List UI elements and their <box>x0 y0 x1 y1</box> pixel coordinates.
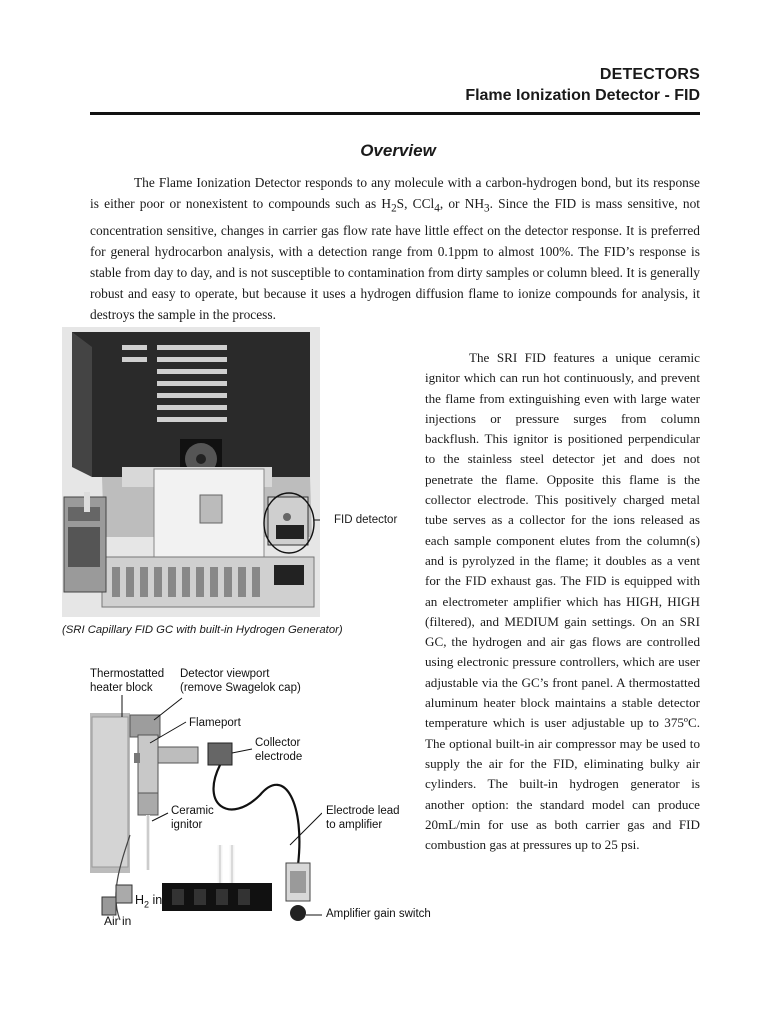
label-electrode-lead: Electrode lead to amplifier <box>326 805 400 831</box>
label-collector-electrode: Collector electrode <box>255 737 303 763</box>
overview-heading: Overview <box>360 141 436 160</box>
header-rule <box>90 112 700 115</box>
gc-instrument-photo <box>62 327 320 617</box>
label-flameport: Flameport <box>189 717 241 729</box>
label-thermostatted-heater-block: Thermostatted heater block <box>90 668 165 694</box>
label-ceramic-ignitor: Ceramic ignitor <box>171 805 214 831</box>
label-h2-in: $H_2$ in <box>135 893 163 910</box>
section-title: DETECTORS <box>599 66 700 83</box>
fid-detector-callout: FID detector <box>334 514 398 526</box>
label-air-in: Air in <box>104 914 132 928</box>
fid-description-paragraph: The SRI FID features a unique ceramic ignitor which can run hot continuously, and prevent the flame from extinguishing even with large water injections or pressure surges from column backflush. This ignitor is positioned perpendicular to the stainless steel detector jet and does not penetrate the flame. Opposite this flame is the collector electrode. This positively charged metal tube serves as a collector for the ions released as each sample component elutes from the column(s) and is pyrolyzed in the flame; it doubles as a vent for the FID exhaust gas. The FID is equipped with an electrometer amplifier which has HIGH, HIGH (filtered), and MEDIUM gain settings. On an SRI GC, the hydrogen and air gas flows are controlled using electronic pressure controllers, which are user adjustable via the GC’s front panel. A thermostatted aluminum heater block maintains a stable detector temperature which is user adjustable up to 375ºC. The optional built-in air compressor may be used to supply the air for the FID, eliminating bulky air cylinders. The built-in hydrogen generator is another option: the standard model can produce 20mL/min for use as both carrier gas and FID combustion gas at pressures up to 25 psi. <box>425 350 700 853</box>
intro-paragraph: The Flame Ionization Detector responds to any molecule with a carbon-hydrogen bond, but its response is either poor or nonexistent to compounds such as $H_2S$, CCl$_4$, or $NH_3$. Since the FID is mass sensitive, not concentration sensitive, changes in carrier gas flow rate have little effect on the detector response. It is preferred for general hydrocarbon analysis, with a detection range from 0.1ppm to almost 100%. The FID’s response is stable from day to day, and is not susceptible to contamination from dirty samples or column bleed. It is generally robust and easy to operate, but because it uses a hydrogen diffusion flame to ionize compounds for analysis, it destroys the sample in the process. <box>90 175 701 322</box>
label-amplifier-gain-switch: Amplifier gain switch <box>326 908 431 920</box>
page-subtitle: Flame Ionization Detector - FID <box>465 87 700 104</box>
label-detector-viewport: Detector viewport (remove Swagelok cap) <box>180 668 301 694</box>
photo-caption: (SRI Capillary FID GC with built-in Hydrogen Generator) <box>62 624 343 636</box>
